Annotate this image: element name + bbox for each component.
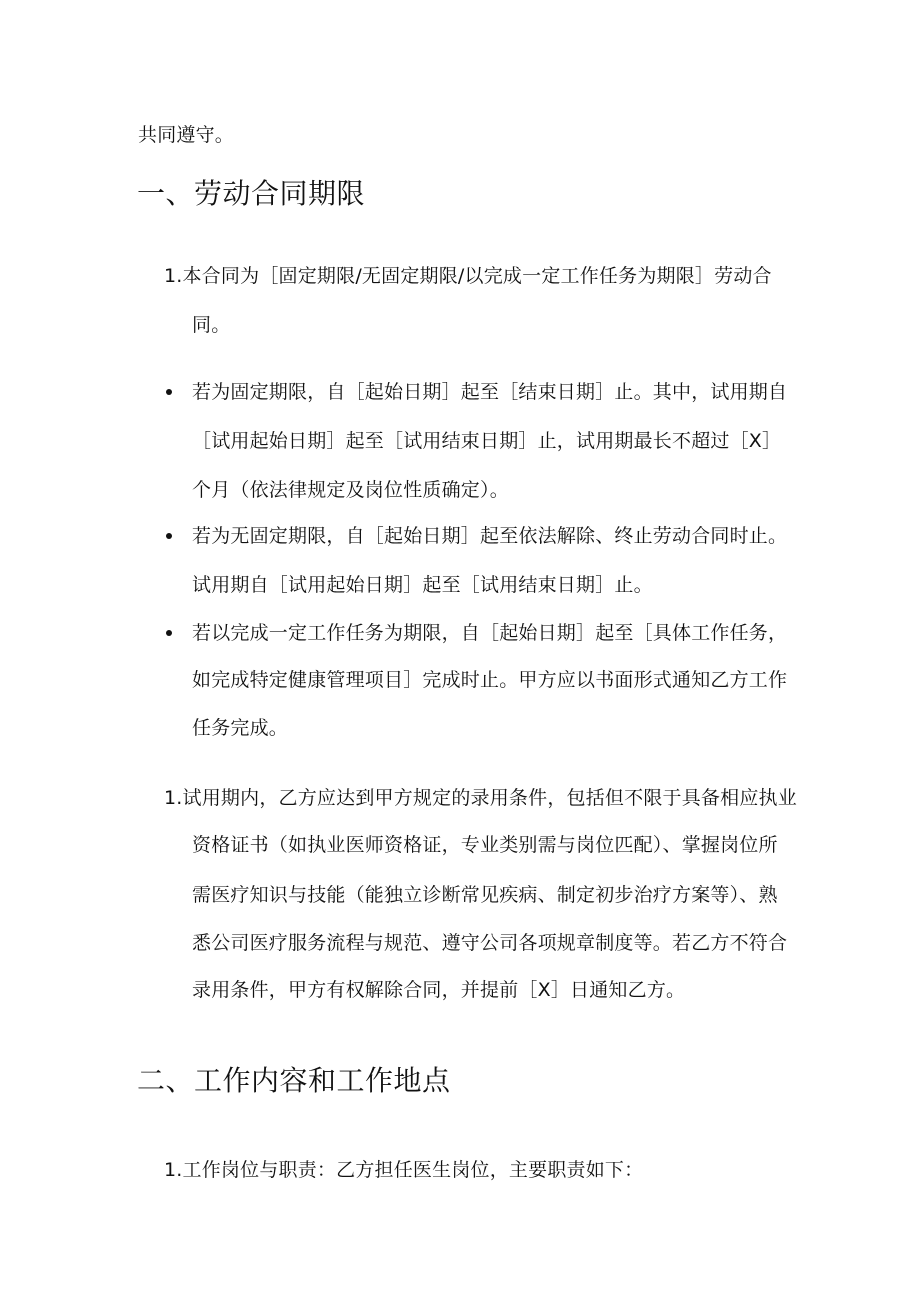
bullet-3-line-3: 任务完成。 xyxy=(192,717,289,739)
bullet-1-line-3: 个月（依法律规定及岗位性质确定）。 xyxy=(192,479,509,501)
section-1-item-1-line-1: 1.本合同为［固定期限/无固定期限/以完成一定工作任务为期限］劳动合 xyxy=(164,265,772,287)
intro-tail-text: 共同遵守。 xyxy=(138,124,235,146)
section-1-item-2-line-1: 1.试用期内，乙方应达到甲方规定的录用条件，包括但不限于具备相应执业 xyxy=(164,787,797,809)
bullet-3-line-1: 若以完成一定工作任务为期限，自［起始日期］起至［具体工作任务， xyxy=(192,622,788,644)
bullet-1-line-2: ［试用起始日期］起至［试用结束日期］止，试用期最长不超过［X］ xyxy=(192,430,782,452)
bullet-2-line-1: 若为无固定期限，自［起始日期］起至依法解除、终止劳动合同时止。 xyxy=(192,525,788,547)
section-1-item-2-line-4: 悉公司医疗服务流程与规范、遵守公司各项规章制度等。若乙方不符合 xyxy=(192,932,788,954)
bullet-3-line-2: 如完成特定健康管理项目］完成时止。甲方应以书面形式通知乙方工作 xyxy=(192,669,788,691)
section-2-item-1-line-1: 1.工作岗位与职责：乙方担任医生岗位，主要职责如下： xyxy=(164,1159,644,1181)
section-1-item-2-line-3: 需医疗知识与技能（能独立诊断常见疾病、制定初步治疗方案等）、熟 xyxy=(192,884,778,906)
section-1-item-1-line-2: 同。 xyxy=(192,314,231,336)
bullet-1-line-1: 若为固定期限，自［起始日期］起至［结束日期］止。其中，试用期自 xyxy=(192,381,788,403)
bullet-icon xyxy=(166,533,172,539)
bullet-icon xyxy=(166,630,172,636)
section-1-item-2-line-5: 录用条件，甲方有权解除合同，并提前［X］日通知乙方。 xyxy=(192,979,686,1001)
section-1-item-2-line-2: 资格证书（如执业医师资格证，专业类别需与岗位匹配）、掌握岗位所 xyxy=(192,834,778,856)
bullet-icon xyxy=(166,389,172,395)
section-2-heading: 二、工作内容和工作地点 xyxy=(137,1064,451,1097)
section-1-heading: 一、劳动合同期限 xyxy=(137,177,366,210)
bullet-2-line-2: 试用期自［试用起始日期］起至［试用结束日期］止。 xyxy=(192,574,653,596)
